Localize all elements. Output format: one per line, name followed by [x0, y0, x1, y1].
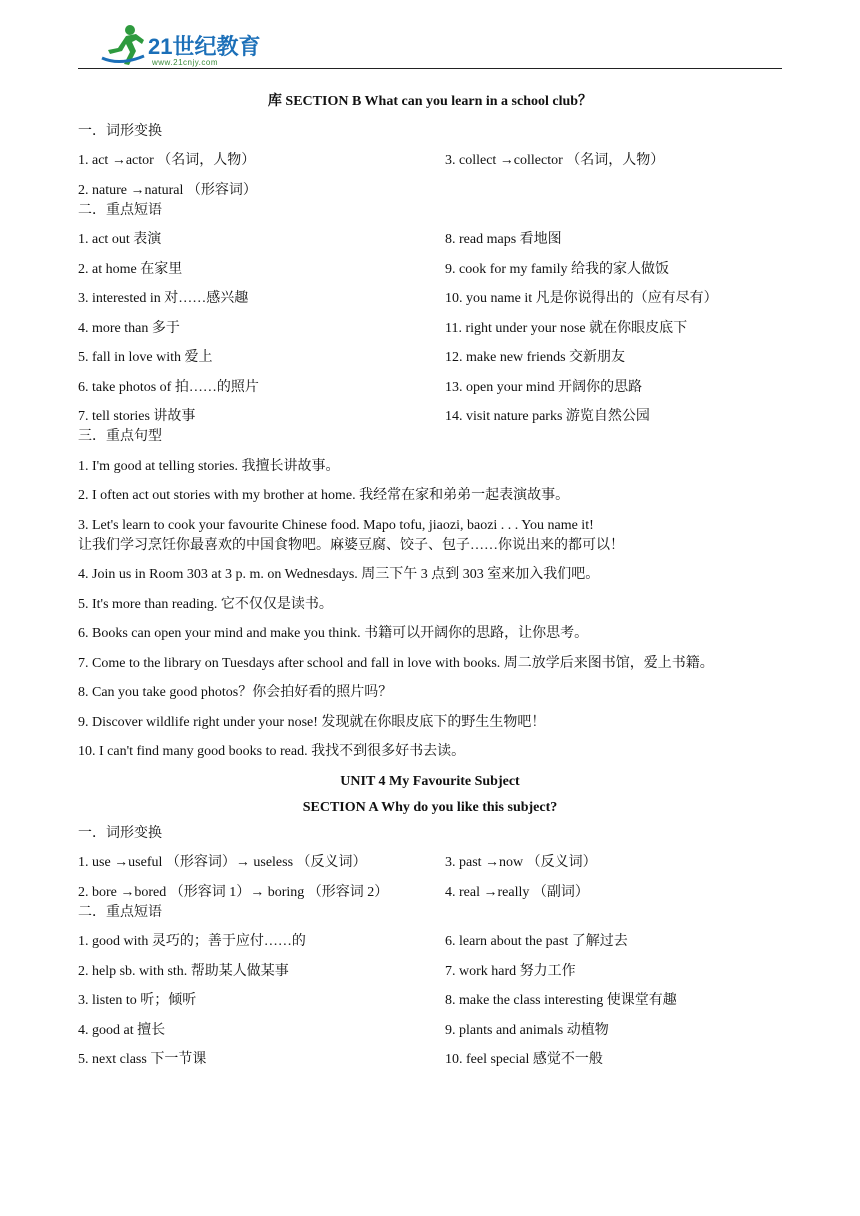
a-phrase-row [78, 1050, 782, 1080]
sentence-item: 2. I often act out stories with my brother at home. 我经常在家和弟弟一起表演故事。 [78, 488, 570, 503]
vocab-item: 1. use →useful （形容词）→ useless （反义词） [78, 855, 367, 870]
b-sentences-heading: 三．重点句型 [78, 429, 162, 444]
vocab-item: 2. bore →bored （形容词 1）→ boring （形容词 2） [78, 884, 389, 900]
phrase-item: 10. feel special 感觉不一般 [445, 1052, 603, 1067]
vocab-item: 3. past →now （反义词） [445, 855, 597, 870]
unit-title: UNIT 4 My Favourite Subject [340, 773, 520, 789]
phrase-item: 2. help sb. with sth. 帮助某人做某事 [78, 963, 289, 979]
phrase-item: 4. more than 多于 [78, 320, 180, 336]
a-phrase-row [78, 932, 782, 962]
logo-subtext: www.21cnjy.com [152, 58, 218, 67]
phrase-item: 7. tell stories 讲故事 [78, 409, 196, 424]
phrase-item: 2. at home 在家里 [78, 261, 183, 277]
document-body [78, 92, 782, 1080]
phrase-item: 9. plants and animals 动植物 [445, 1022, 609, 1038]
sentence-item: 7. Come to the library on Tuesdays after school and fall in love with books. 周二放学后来图书馆，爱上书籍。 [78, 655, 714, 671]
b-phrase-row [78, 260, 782, 290]
a-vocab-row [78, 883, 782, 903]
phrase-item: 10. you name it 凡是你说得出的（应有尽有） [445, 291, 718, 306]
vocab-item: 1. act →actor （名词，人物） [78, 153, 256, 168]
phrase-item: 3. interested in 对……感兴趣 [78, 291, 249, 306]
vocab-item: 3. collect →collector （名词，人物） [445, 153, 665, 168]
phrase-item: 8. make the class interesting 使课堂有趣 [445, 993, 677, 1008]
phrase-item: 7. work hard 努力工作 [445, 963, 576, 979]
sentence-item: 4. Join us in Room 303 at 3 p. m. on Wednesdays. 周三下午 3 点到 303 室来加入我们吧。 [78, 567, 600, 582]
phrase-item: 5. next class 下一节课 [78, 1052, 207, 1067]
phrase-item: 8. read maps 看地图 [445, 232, 562, 247]
a-phrase-row [78, 1021, 782, 1051]
logo-text: 21世纪教育 [148, 34, 261, 59]
b-phrase-row [78, 407, 782, 427]
phrase-item: 6. take photos of 拍……的照片 [78, 379, 259, 395]
section-a-title: SECTION A Why do you like this subject? [302, 799, 558, 815]
sentence-item: 5. It's more than reading. 它不仅仅是读书。 [78, 596, 333, 612]
b-vocab-row [78, 181, 782, 201]
sentence-item: 6. Books can open your mind and make you think. 书籍可以开阔你的思路，让你思考。 [78, 626, 589, 641]
phrase-item: 13. open your mind 开阔你的思路 [445, 379, 643, 395]
a-vocab-row [78, 853, 782, 883]
phrase-item: 11. right under your nose 就在你眼皮底下 [445, 320, 688, 336]
b-vocab-heading: 一．词形变换 [78, 123, 162, 139]
a-phrases-heading: 二．重点短语 [78, 904, 162, 920]
runner-logo-icon [100, 22, 148, 68]
b-vocab-row [78, 151, 782, 181]
b-phrase-row [78, 378, 782, 408]
sentence-item: 9. Discover wildlife right under your nose! 发现就在你眼皮底下的野生生物吧！ [78, 714, 546, 730]
a-vocab-heading: 一．词形变换 [78, 825, 162, 841]
logo [100, 20, 300, 70]
b-phrase-row [78, 348, 782, 378]
phrase-item: 1. good with 灵巧的；善于应付……的 [78, 934, 306, 949]
phrase-item: 14. visit nature parks 游览自然公园 [445, 409, 650, 424]
vocab-item: 4. real →really （副词） [445, 884, 589, 900]
sentence-item: 3. Let's learn to cook your favourite Chinese food. Mapo tofu, jiaozi, baozi . . . You name it! [78, 517, 594, 533]
vocab-item: 2. nature →natural （形容词） [78, 182, 257, 198]
section-b-title: 库 SECTION B What can you learn in a school club？ [267, 94, 593, 109]
sentence-item: 8. Can you take good photos？你会拍好看的照片吗？ [78, 685, 393, 700]
header-divider [78, 68, 782, 69]
phrase-item: 6. learn about the past 了解过去 [445, 934, 628, 949]
phrase-item: 12. make new friends 交新朋友 [445, 350, 626, 365]
phrase-item: 1. act out 表演 [78, 232, 162, 247]
phrase-item: 9. cook for my family 给我的家人做饭 [445, 261, 669, 277]
sentence-item: 1. I'm good at telling stories. 我擅长讲故事。 [78, 458, 340, 474]
sentence-item: 10. I can't find many good books to read. 我找不到很多好书去读。 [78, 744, 466, 759]
phrase-item: 5. fall in love with 爱上 [78, 350, 213, 365]
b-phrase-row [78, 319, 782, 349]
a-phrase-row [78, 962, 782, 992]
sentence-translation: 让我们学习烹饪你最喜欢的中国食物吧。麻婆豆腐、饺子、包子……你说出来的都可以！ [78, 537, 624, 553]
b-phrase-row [78, 289, 782, 319]
a-phrase-row [78, 991, 782, 1021]
phrase-item: 3. listen to 听；倾听 [78, 993, 197, 1008]
page-header [78, 14, 782, 72]
b-phrases-heading: 二．重点短语 [78, 202, 162, 218]
b-phrase-row [78, 230, 782, 260]
phrase-item: 4. good at 擅长 [78, 1022, 166, 1038]
